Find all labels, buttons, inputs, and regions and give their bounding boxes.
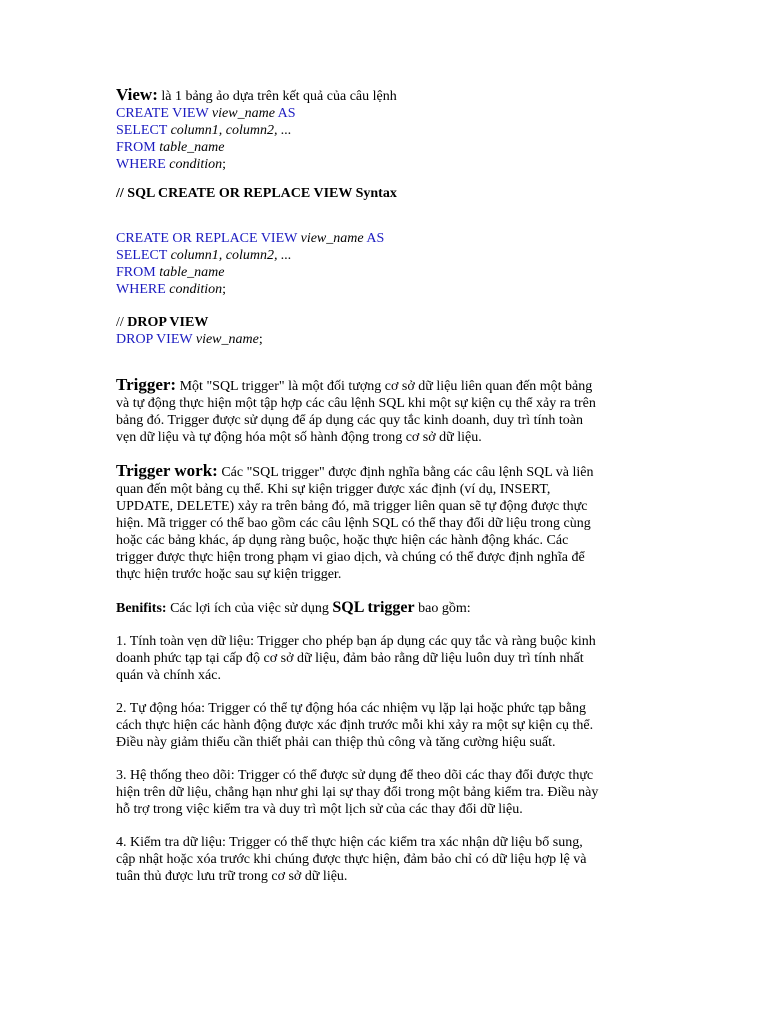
sql-identifier: view_name [300, 231, 364, 246]
drop-comment-slashes: // [116, 315, 128, 330]
benefit-item-line: cách thực hiện các hành động được xác định trước mỗi khi xảy ra một sự kiện cụ thể. [116, 718, 594, 733]
trigger-text-line: Một "SQL trigger" là một đối tượng cơ sở dữ liệu liên quan đến một bảng [176, 379, 593, 394]
trigger-work-text-line: thực hiện trước hoặc sau sự kiện trigger. [116, 567, 342, 582]
benefit-item-line: tuân thủ được lưu trữ trong cơ sở dữ liệu. [116, 869, 348, 884]
trigger-work-paragraph [116, 462, 656, 583]
sql-condition: condition [169, 282, 223, 297]
benefit-item-line: hỗ trợ trong việc kiểm tra và duy trì một lịch sử của các thay đổi dữ liệu. [116, 802, 523, 817]
trigger-work-text-line: Các "SQL trigger" được định nghĩa bằng các câu lệnh SQL và liên [217, 465, 594, 480]
sql-keyword: CREATE VIEW [116, 106, 209, 121]
trigger-work-heading: Trigger work: [116, 461, 218, 480]
benefit-item-line: doanh phức tạp tại cấp độ cơ sở dữ liệu, đảm bảo rằng dữ liệu luôn duy trì tính nhất [116, 651, 584, 666]
trigger-paragraph [116, 376, 656, 446]
sql-condition: condition [169, 157, 223, 172]
sql-keyword: FROM [116, 265, 156, 280]
drop-comment-line [116, 314, 656, 331]
sql-keyword: SELECT [116, 123, 168, 138]
sql-table: table_name [159, 265, 225, 280]
drop-view-line [116, 331, 656, 348]
sql-columns: column1, column2, ... [170, 248, 292, 263]
replace-select-line [116, 247, 656, 264]
view-intro-line [116, 86, 656, 105]
benefits-text: Các lợi ích của việc sử dụng [166, 601, 333, 616]
sql-keyword: WHERE [116, 282, 166, 297]
view-heading: View: [116, 85, 158, 104]
sql-identifier: view_name [195, 332, 259, 347]
benefits-heading: Benifits: [116, 601, 167, 616]
sql-semicolon: ; [222, 282, 227, 297]
benefit-item [116, 834, 656, 885]
benefit-item [116, 700, 656, 751]
benefit-item-line: 1. Tính toàn vẹn dữ liệu: Trigger cho phép bạn áp dụng các quy tắc và ràng buộc kinh [116, 634, 596, 649]
replace-create-line [116, 230, 656, 247]
benefit-item-line: cập nhật hoặc xóa trước khi chúng được thực hiện, đảm bảo chỉ có dữ liệu hợp lệ và [116, 852, 587, 867]
sql-keyword: AS [366, 231, 385, 246]
benefit-item-line: 4. Kiểm tra dữ liệu: Trigger có thể thực hiện các kiểm tra xác nhận dữ liệu bổ sung, [116, 835, 583, 850]
replace-from-line [116, 264, 656, 281]
benefit-item-line: quán và chính xác. [116, 668, 221, 683]
benefit-item [116, 767, 656, 818]
sql-keyword: SELECT [116, 248, 168, 263]
trigger-work-text-line: hiện. Mã trigger có thể bao gồm các câu lệnh SQL có thể thay đổi dữ liệu trong cùng [116, 516, 591, 531]
view-where-line [116, 156, 656, 173]
benefit-item-line: hiện trên dữ liệu, chẳng hạn như ghi lại sự thay đổi trong một bảng kiểm tra. Điều này [116, 785, 599, 800]
drop-comment: DROP VIEW [127, 315, 209, 330]
benefits-line [116, 599, 656, 617]
sql-semicolon: ; [258, 332, 263, 347]
trigger-work-text-line: quan đến một bảng cụ thể. Khi sự kiện trigger được xác định (ví dụ, INSERT, [116, 482, 551, 497]
sql-keyword: CREATE OR REPLACE VIEW [116, 231, 298, 246]
sql-semicolon: ; [222, 157, 227, 172]
benefit-item-line: Điều này giảm thiểu cần thiết phải can thiệp thủ công và tăng cường hiệu suất. [116, 735, 556, 750]
view-select-line [116, 122, 656, 139]
benefits-emphasis: SQL trigger [332, 599, 415, 616]
replace-comment: // SQL CREATE OR REPLACE VIEW Syntax [116, 186, 397, 201]
benefit-item-line: 3. Hệ thống theo dõi: Trigger có thể được sử dụng để theo dõi các thay đổi được thực [116, 768, 594, 783]
sql-keyword: DROP VIEW [116, 332, 193, 347]
benefit-item [116, 633, 656, 684]
sql-identifier: view_name [211, 106, 275, 121]
trigger-work-text-line: UPDATE, DELETE) xảy ra trên bảng đó, mã trigger liên quan sẽ tự động được thực [116, 499, 588, 514]
sql-keyword: WHERE [116, 157, 166, 172]
trigger-text-line: bảng đó. Trigger được sử dụng để áp dụng các quy tắc kinh doanh, duy trì tính toàn [116, 413, 584, 428]
benefit-item-line: 2. Tự động hóa: Trigger có thể tự động hóa các nhiệm vụ lặp lại hoặc phức tạp bằng [116, 701, 587, 716]
sql-keyword: FROM [116, 140, 156, 155]
view-description: là 1 bảng ảo dựa trên kết quả của câu lệnh [157, 89, 397, 104]
trigger-text-line: vẹn dữ liệu và tự động hóa một số hành động trong cơ sở dữ liệu. [116, 430, 482, 445]
trigger-work-text-line: hoặc các bảng khác, áp dụng ràng buộc, hoặc thực hiện các hành động khác. Các [116, 533, 569, 548]
replace-where-line [116, 281, 656, 298]
document-page [116, 86, 656, 885]
sql-columns: column1, column2, ... [170, 123, 292, 138]
trigger-work-text-line: trigger được thực hiện trong phạm vi giao dịch, và chúng có thể được định nghĩa để [116, 550, 585, 565]
view-from-line [116, 139, 656, 156]
sql-keyword: AS [277, 106, 296, 121]
sql-table: table_name [159, 140, 225, 155]
benefits-text: bao gồm: [414, 601, 471, 616]
trigger-heading: Trigger: [116, 375, 177, 394]
view-create-line [116, 105, 656, 122]
trigger-text-line: và tự động thực hiện một tập hợp các câu lệnh SQL khi một sự kiện cụ thể xảy ra trên [116, 396, 596, 411]
